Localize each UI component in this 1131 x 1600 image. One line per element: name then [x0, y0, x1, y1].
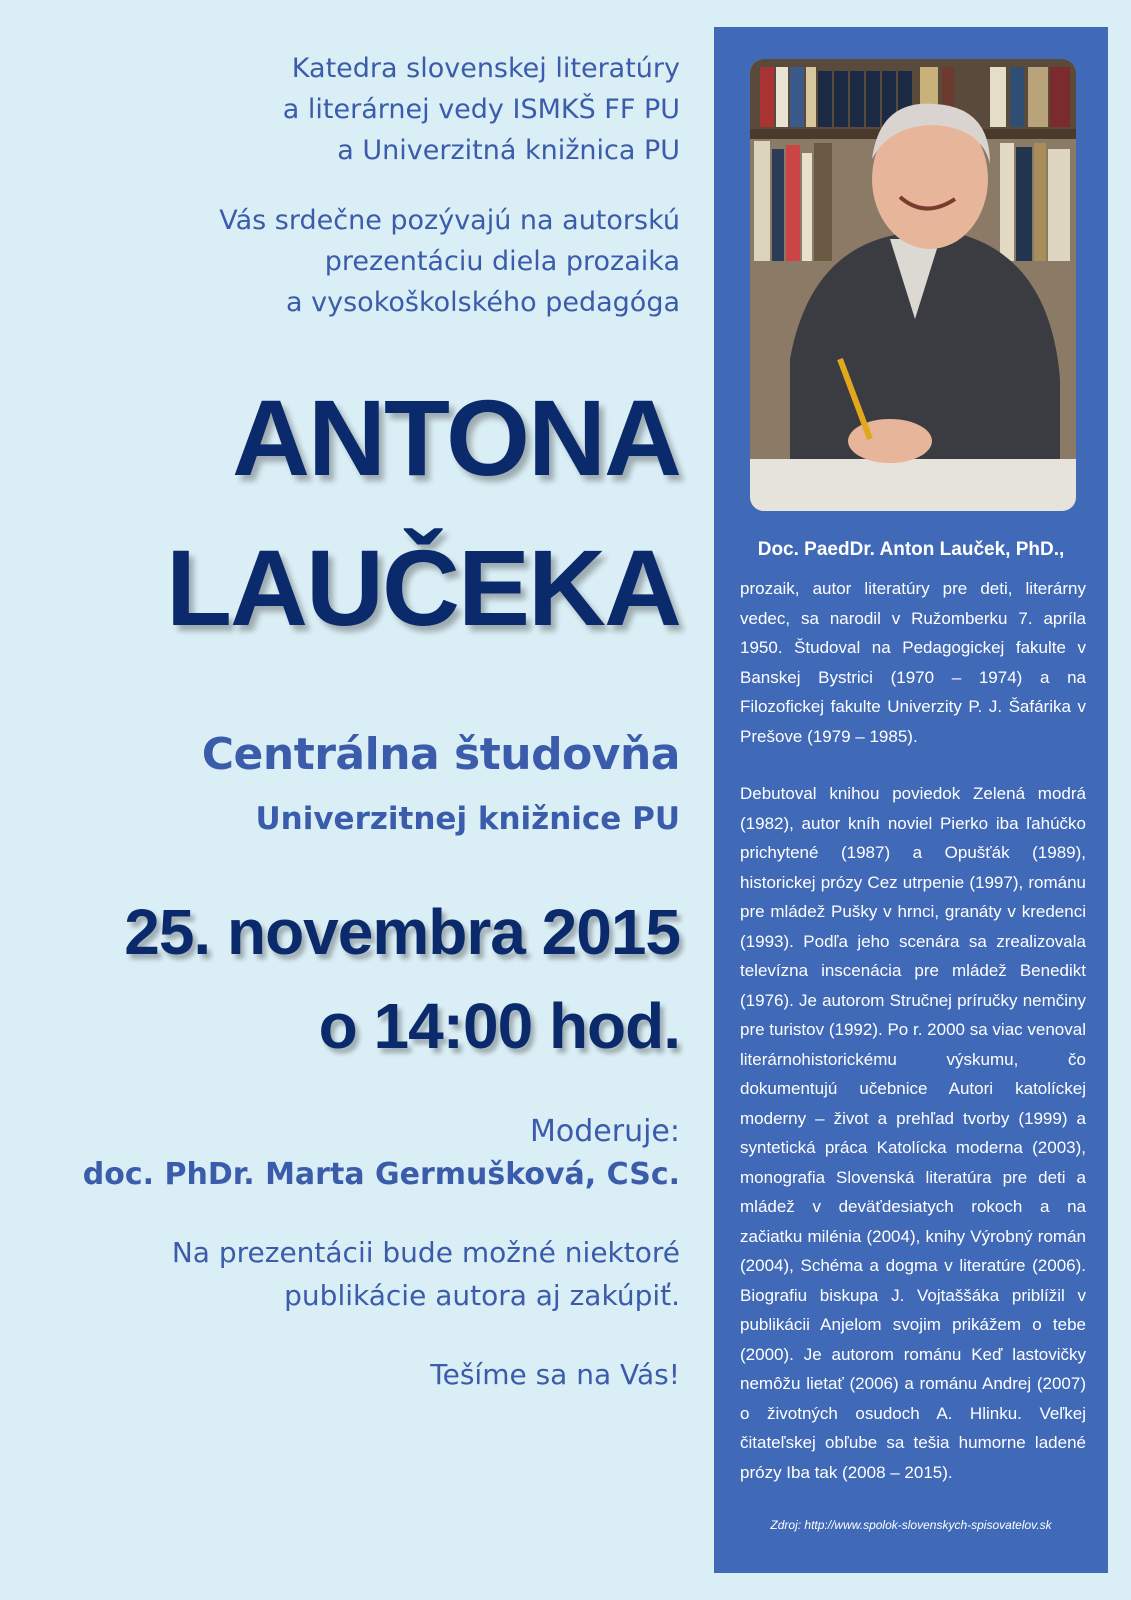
organizers — [40, 48, 680, 171]
moderator-label: Moderuje: — [530, 1114, 680, 1149]
sale-note-line: publikácie autora aj zakúpiť. — [284, 1279, 680, 1312]
moderator-name: doc. PhDr. Marta Germušková, CSc. — [82, 1157, 680, 1192]
invitation-column — [40, 48, 680, 1395]
organizer-line: a Univerzitná knižnica PU — [337, 135, 680, 166]
organizer-line: Katedra slovenskej literatúry — [291, 53, 680, 84]
venue-title: Centrálna študovňa — [201, 729, 680, 780]
venue-subtitle: Univerzitnej knižnice PU — [255, 801, 680, 837]
author-bio-title: Doc. PaedDr. Anton Lauček, PhD., — [757, 539, 1065, 560]
portrait-illustration — [750, 59, 1076, 511]
author-name-line: ANTONA — [231, 377, 680, 498]
event-time: o 14:00 hod. — [318, 990, 680, 1062]
invitation-line: prezentáciu diela prozaika — [324, 246, 680, 277]
author-portrait — [750, 59, 1076, 511]
author-name-line: LAUČEKA — [166, 527, 680, 648]
sale-note — [40, 1231, 680, 1317]
source-link[interactable]: Zdroj: http://www.spolok-slovenskych-spisovatelov.sk — [770, 1518, 1052, 1532]
author-sidebar — [714, 27, 1108, 1573]
author-bio-paragraph: Debutoval knihou poviedok Zelená modrá (1982), autor kníh noviel Pierko iba ľahúčko prichytené (1987) a Opušťák (1989), historickej prózy Cez utrpenie (1997), románu pre mládež Pušky v hrnci, granáty v kredenci (1993). Podľa jeho scenára sa zrealizovala televízna inscenácia pre mládež Benedikt (1976). Je autorom Stručnej príručky nemčiny pre turistov (1992). Po r. 2000 sa viac venoval literárnohistorickému výskumu, čo dokumentujú učebnice Autori katolíckej moderny – život a prehľad tvorby (1999) a syntetická práca Katolícka moderna (2003), monografia Slovenská literatúra pre deti a mládež v deväťdesiatych rokoch a na začiatku milénia (2004), knihy Výrobný román (2004), Schéma a dogma v literatúre (2006). Biografiu biskupa J. Vojtaššáka priblížil v publikácii Anjelom svojim prikážem o tebe (2000). Je autorom románu Keď lastovičky nemôžu lietať (2006) a románu Andrej (2007) o životných osudoch A. Hlinku. Veľkej čitateľskej obľube sa tešia humorne ladené prózy Iba tak (2008 – 2015). — [740, 784, 1086, 1482]
sale-note-line: Na prezentácii bude možné niektoré — [171, 1236, 680, 1269]
author-bio-paragraph: prozaik, autor literatúry pre deti, literárny vedec, sa narodil v Ružomberku 7. apríla 1950. Študoval na Pedagogickej fakulte v Banskej Bystrici (1970 – 1974) a na Filozofickej fakulte Univerzity P. J. Šafárika v Prešove (1979 – 1985). — [740, 579, 1086, 746]
invitation-text — [40, 200, 680, 323]
invitation-line: Vás srdečne pozývajú na autorskú — [219, 205, 680, 236]
organizer-line: a literárnej vedy ISMKŠ FF PU — [282, 94, 680, 125]
event-date: 25. novembra 2015 — [124, 896, 680, 968]
author-name-heading — [40, 363, 680, 663]
closing-line: Tešíme sa na Vás! — [430, 1358, 680, 1391]
invitation-line: a vysokoškolského pedagóga — [286, 287, 680, 318]
event-datetime — [40, 885, 680, 1073]
